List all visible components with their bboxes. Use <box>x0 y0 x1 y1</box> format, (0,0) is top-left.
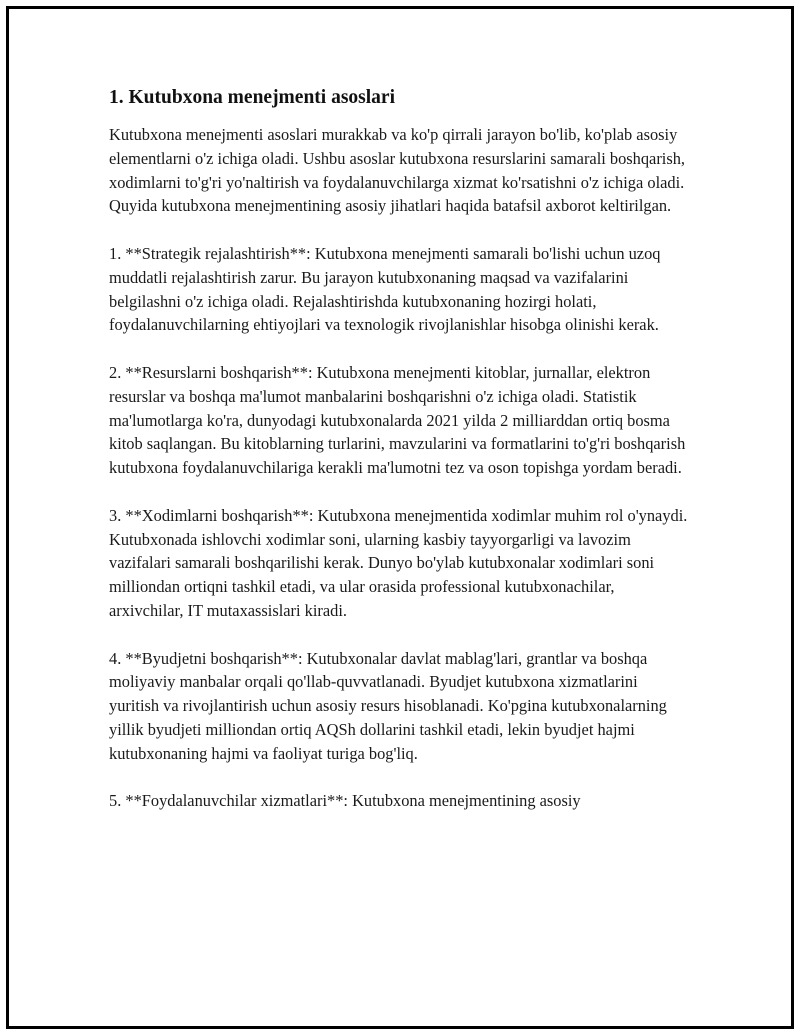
paragraph-strategic-planning: 1. **Strategik rejalashtirish**: Kutubxona menejmenti samarali bo'lishi uchun uzoq muddatli rejalashtirish zarur. Bu jarayon kutubxonaning maqsad va vazifalarini belgilashni o'z ichiga oladi. Rejalashtirishda kutubxonaning hozirgi holati, foydalanuvchilarning ehtiyojlari va texnologik rivojlanishlar hisobga olinishi kerak. <box>109 243 661 335</box>
intro-paragraph: Kutubxona menejmenti asoslari murakkab va ko'p qirrali jarayon bo'lib, ko'plab asosiy elementlarni o'z ichiga oladi. Ushbu asoslar kutubxona resurslarini samarali boshqarish, xodimlarni to'g'ri yo'naltirish va foydalanuvchilarga xizmat ko'rsatishni o'z ichiga oladi. Quyida kutubxona menejmentining asosiy jihatlari haqida batafsil axborot keltirilgan. <box>109 125 686 216</box>
paragraph-user-services: 5. **Foydalanuvchilar xizmatlari**: Kutubxona menejmentining asosiy <box>109 791 581 811</box>
section-heading: 1. Kutubxona menejmenti asoslari <box>109 87 396 108</box>
paragraph-resource-management: 2. **Resurslarni boshqarish**: Kutubxona menejmenti kitoblar, jurnallar, elektron resurslar va boshqa ma'lumot manbalarini boshqarishni o'z ichiga oladi. Statistik ma'lumotlarga ko'ra, dunyodagi kutubxonalarda 2021 yilda 2 milliarddan ortiq bosma kitob saqlangan. Bu kitoblarning turlarini, mavzularini va formatlarini to'g'ri boshqarish kutubxona foydalanuvchilariga kerakli ma'lumotni tez va oson topishga yordam beradi. <box>109 362 686 478</box>
paragraph-budget-management: 4. **Byudjetni boshqarish**: Kutubxonalar davlat mablag'lari, grantlar va boshqa moliyaviy manbalar orqali qo'llab-quvvatlanadi. Byudjet kutubxona xizmatlarini yuritish va rivojlantirish uchun asosiy resurs hisoblanadi. Ko'pgina kutubxonalarning yillik byudjeti milliondan ortiq AQSh dollarini tashkil etadi, lekin byudjet hajmi kutubxonaning hajmi va faoliyat turiga bog'liq. <box>109 648 667 763</box>
paragraph-staff-management: 3. **Xodimlarni boshqarish**: Kutubxona menejmentida xodimlar muhim rol o'ynaydi. Kutubxonada ishlovchi xodimlar soni, ularning kasbiy tayyorgarligi va lavozim vazifalari samarali boshqarilishi kerak. Dunyo bo'ylab kutubxonalar xodimlari soni milliondan ortiqni tashkil etadi, va ular orasida professional kutubxonachilar, arxivchilar, IT mutaxassislari kiradi. <box>109 505 688 620</box>
document-body <box>109 86 689 813</box>
